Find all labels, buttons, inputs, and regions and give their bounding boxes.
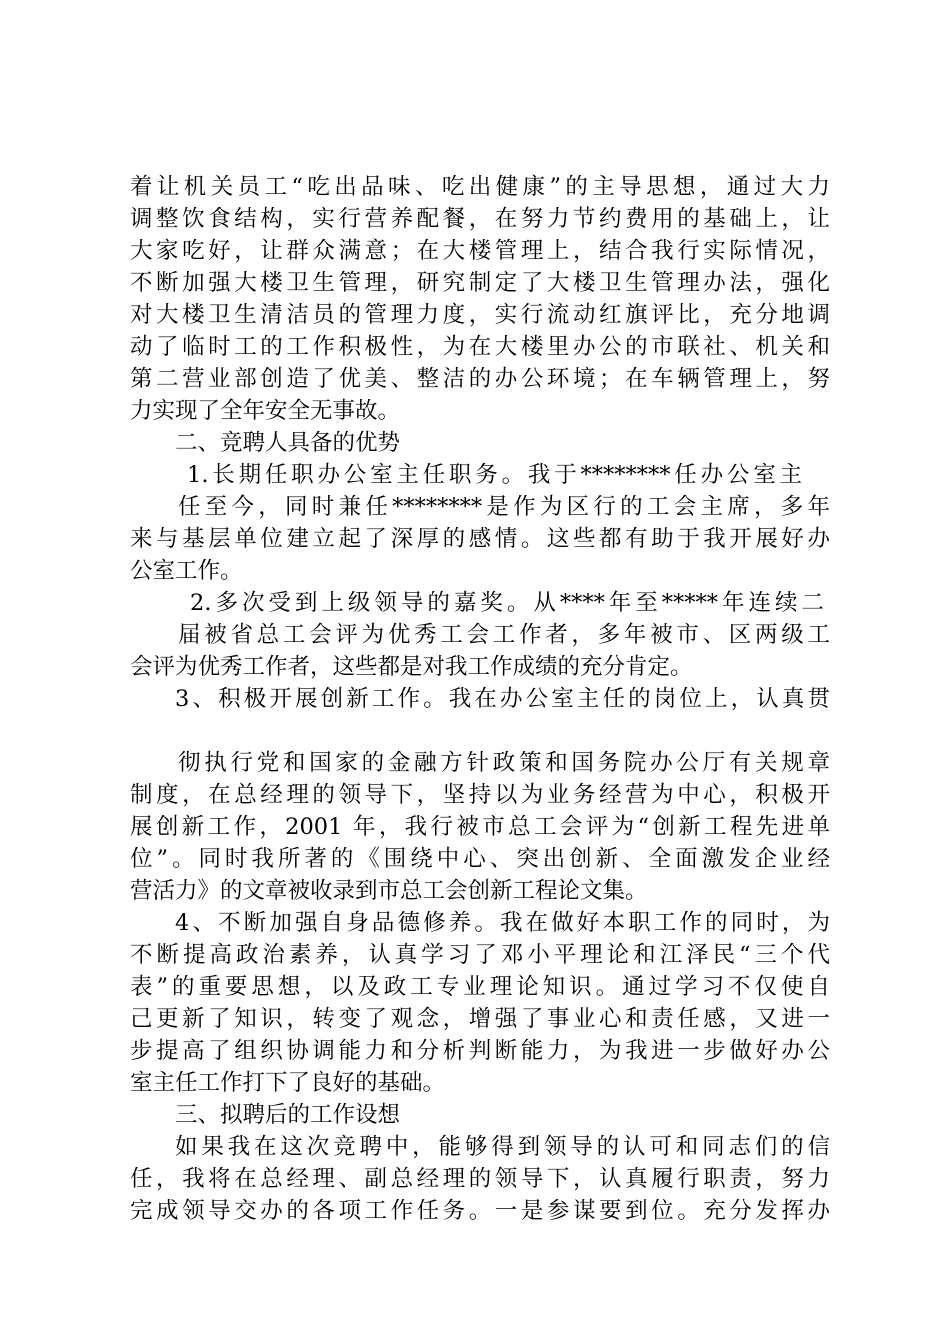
paragraph-line: 任至今，同时兼任********是作为区行的工会主席，多年	[178, 494, 830, 520]
paragraph-line: 位”。同时我所著的《围绕中心、突出创新、全面激发企业经	[130, 846, 830, 872]
paragraph-line: 力实现了全年安全无事故。	[130, 398, 401, 424]
paragraph-line: 步提高了组织协调能力和分析判断能力，为我进一步做好办公	[130, 1038, 830, 1064]
paragraph-line: 完成领导交办的各项工作任务。一是参谋要到位。充分发挥办	[130, 1198, 830, 1224]
paragraph-line: 室主任工作打下了良好的基础。	[130, 1070, 446, 1096]
paragraph-line: 展创新工作，2001 年，我行被市总工会评为“创新工程先进单	[130, 814, 830, 840]
paragraph-line: 第二营业部创造了优美、整洁的办公环境；在车辆管理上，努	[130, 366, 830, 392]
paragraph-line: 届被省总工会评为优秀工会工作者，多年被市、区两级工	[178, 622, 830, 648]
paragraph-line: 不断加强大楼卫生管理，研究制定了大楼卫生管理办法，强化	[130, 270, 830, 296]
paragraph-line: 如果我在这次竞聘中，能够得到领导的认可和同志们的信	[175, 1134, 830, 1160]
paragraph-line: 1.长期任职办公室主任职务。我于********任办公室主	[187, 462, 802, 488]
paragraph-line: 大家吃好，让群众满意；在大楼管理上，结合我行实际情况，	[130, 238, 830, 264]
paragraph-line: 3、积极开展创新工作。我在办公室主任的岗位上，认真贯	[175, 686, 830, 712]
paragraph-line: 2.多次受到上级领导的嘉奖。从****年至*****年连续二	[190, 590, 824, 616]
paragraph-line: 不断提高政治素养，认真学习了邓小平理论和江泽民“三个代	[130, 942, 830, 968]
paragraph-line: 来与基层单位建立起了深厚的感情。这些都有助于我开展好办	[130, 526, 830, 552]
paragraph-line: 营活力》的文章被收录到市总工会创新工程论文集。	[130, 878, 648, 904]
paragraph-line: 对大楼卫生清洁员的管理力度，实行流动红旗评比，充分地调	[130, 302, 830, 328]
paragraph-line: 制度，在总经理的领导下，坚持以为业务经营为中心，积极开	[130, 782, 830, 808]
paragraph-line: 动了临时工的工作积极性，为在大楼里办公的市联社、机关和	[130, 334, 830, 360]
section-heading: 二、竞聘人具备的优势	[175, 430, 401, 456]
paragraph-line: 会评为优秀工作者，这些都是对我工作成绩的充分肯定。	[130, 654, 693, 680]
paragraph-line: 己更新了知识，转变了观念，增强了事业心和责任感，又进一	[130, 1006, 830, 1032]
paragraph-line: 调整饮食结构，实行营养配餐，在努力节约费用的基础上，让	[130, 206, 830, 232]
section-heading: 三、拟聘后的工作设想	[175, 1102, 401, 1128]
paragraph-line: 着让机关员工“吃出品味、吃出健康”的主导思想，通过大力	[130, 174, 830, 200]
paragraph-line: 任，我将在总经理、副总经理的领导下，认真履行职责，努力	[130, 1166, 830, 1192]
paragraph-line: 彻执行党和国家的金融方针政策和国务院办公厅有关规章	[178, 750, 830, 776]
paragraph-line: 公室工作。	[130, 558, 243, 584]
paragraph-line: 表”的重要思想，以及政工专业理论知识。通过学习不仅使自	[130, 974, 830, 1000]
paragraph-line: 4、不断加强自身品德修养。我在做好本职工作的同时，为	[175, 910, 830, 936]
